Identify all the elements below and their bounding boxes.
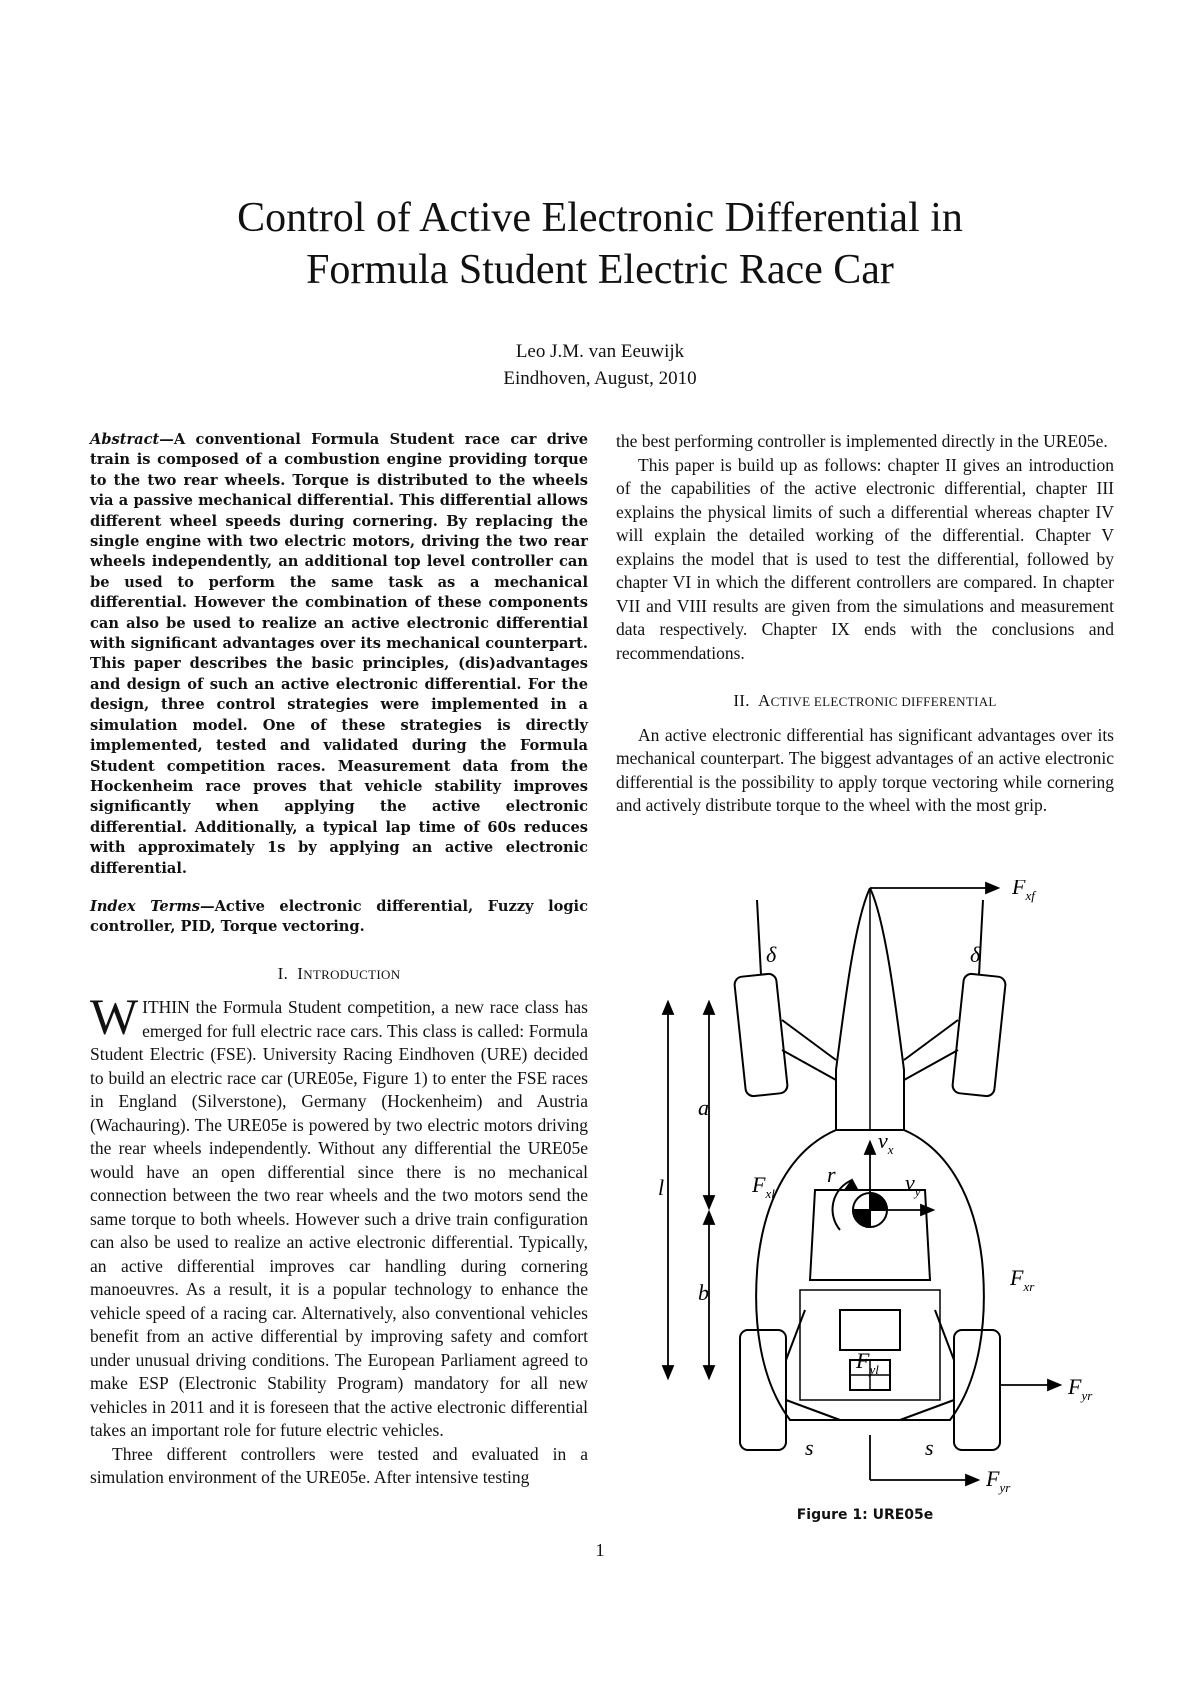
a-dimension-bottom (704, 1196, 714, 1208)
affiliation: Eindhoven, August, 2010 (503, 368, 697, 389)
label-a: a (698, 1095, 709, 1120)
cog-quadrant-1 (870, 1193, 887, 1210)
fxf-arrow-head (986, 883, 998, 893)
l-dimension-top (663, 1002, 673, 1014)
label-delta-right: δ (970, 942, 981, 967)
label-fxl: $F_{xl}$ (752, 1172, 775, 1201)
abstract-text: A conventional Formula Student race car drive train is composed of a combustion engine providing torque to the two rear wheels. Torque is distributed to the wheels via a passive mechanical differential. This differential allows different wheel speeds during cornering. By replacing the single engine with two electric motors, driving the two rear wheels independently, an additional top level controller can be used to perform the same task as a mechanical differential. However the combination of these components can also be used to realize an active electronic differential with significant advantages over its mechanical counterpart. This paper describes the basic principles, (dis)advantages and design of such an active electronic differential. For the design, three control strategies were implemented in a simulation model. One of these strategies is directly implemented, tested and validated during the Formula Student competition races. Measurement data from the Hockenheim race proves that vehicle stability improves significantly when applying the active electronic differential. Additionally, a typical lap time of 60s reduces with approximately 1s by applying an active electronic differential. (90, 431, 588, 877)
abstract (90, 430, 588, 879)
index-terms-lead: Index Terms— (90, 897, 215, 915)
fyr-arrow-head (1048, 1380, 1060, 1390)
figure-1 (640, 880, 1120, 1540)
car-diagram (640, 880, 1120, 1510)
intro-paragraph-2-start: Three different controllers were tested and evaluated in a simulation environment of the URE05e. After intensive testing (90, 1443, 588, 1488)
paper-title (0, 192, 1200, 296)
index-terms (90, 897, 588, 938)
index-terms-text: Active electronic differential, Fuzzy logic controller, PID, Torque vectoring. (90, 897, 588, 936)
label-r: r (827, 1162, 836, 1187)
title-line-1: Control of Active Electronic Differential in (237, 195, 963, 241)
label-b: b (698, 1280, 709, 1305)
intro-paragraph-3: This paper is build up as follows: chapter II gives an introduction of the capabilities of the active electronic differential, chapter III explains the physical limits of such a differential whereas chapter IV will explain the detailed working of the differential. Chapter V explains the model that is used to test the differential, followed by chapter VI in which the different controllers are compared. In chapter VII and VIII results are given from the simulations and measurement data respectively. Chapter IX ends with the conclusions and recommendations. (616, 454, 1114, 663)
a-dimension-top (704, 1002, 714, 1014)
cog-quadrant-2 (853, 1210, 870, 1227)
author-block (0, 338, 1200, 392)
b-dimension-top (704, 1212, 714, 1224)
label-s-right: s (925, 1435, 934, 1460)
label-s-left: s (805, 1435, 814, 1460)
abstract-lead: Abstract— (90, 431, 174, 448)
left-column (90, 430, 588, 1490)
label-fxr: $F_{xr}$ (1010, 1265, 1035, 1294)
l-dimension-bottom (663, 1366, 673, 1378)
intro-paragraph-2-end: the best performing controller is implemented directly in the URE05e. (616, 431, 1108, 451)
author-name: Leo J.M. van Eeuwijk (515, 341, 685, 362)
right-column (616, 430, 1114, 818)
label-vx: $v_x$ (878, 1128, 894, 1157)
front-left-steer-line (757, 900, 761, 975)
label-l: l (658, 1175, 665, 1200)
drop-cap: W (90, 990, 139, 1047)
label-vy: $v_y$ (905, 1170, 921, 1199)
rear-right-wheel (954, 1330, 1000, 1450)
section-heading-active-differential: II. ACTIVE ELECTRONIC DIFFERENTIAL (733, 691, 997, 710)
intro-paragraph-1 (90, 990, 588, 1443)
label-fyr: $F_{yr}$ (1068, 1374, 1093, 1403)
intro-paragraph-1-text: ITHIN the Formula Student competition, a new race class has emerged for full electric race cars. This class is called: Formula Student Electric (FSE). University Racing Eindhoven (URE) decided to build an electric race car (URE05e, Figure 1) to enter the FSE races in England (Silverstone), Germany (Hockenheim) and Austria (Wachauring). The URE05e is powered by two electric motors driving the rear wheels independently. Without any differential the URE05e would have an open differential since there is no mechanical connection between the two rear wheels and the two motors send the same torque to both wheels. However such a drive train configuration can also be used to realize an active electronic differential. Typically, an active differential improves car handling during cornering manoeuvres. As a result, it is a popular technology to enhance the vehicle speed of a racing car. Alternatively, also conventional vehicles benefit from an active differential by improving safety and comfort under unusual driving conditions. The European Parliament agreed to make ESP (Electronic Stability Program) mandatory for all new vehicles in 2011 and it is foreseen that the active electronic differential takes an important role for future electric vehicles. (90, 997, 588, 1441)
label-fxf: $F_{xf}$ (1012, 880, 1035, 903)
page-number: 1 (595, 1540, 605, 1560)
bottom-force-head (966, 1475, 978, 1485)
title-line-2: Formula Student Electric Race Car (306, 247, 894, 293)
section2-paragraph-1: An active electronic differential has significant advantages over its mechanical counterpart. The biggest advantages of an active electronic differential is the possibility to apply torque vectoring while cornering and actively distribute torque to the wheel with the most grip. (616, 724, 1114, 815)
front-left-wheel (734, 973, 788, 1097)
label-fyl: $F_{yl}$ (856, 1348, 879, 1377)
section-heading-introduction: I. INTRODUCTION (277, 963, 401, 983)
front-right-wheel (952, 973, 1006, 1097)
b-dimension-bottom (704, 1366, 714, 1378)
battery-pack (840, 1310, 900, 1350)
yaw-arrow-head (845, 1180, 857, 1190)
label-fyf: $F_{yr}$ (986, 1466, 1011, 1495)
rear-left-wheel (740, 1330, 786, 1450)
vx-arrow-head (865, 1142, 875, 1154)
label-delta-left: δ (766, 942, 777, 967)
figure-caption: Figure 1: URE05e (796, 1507, 934, 1523)
